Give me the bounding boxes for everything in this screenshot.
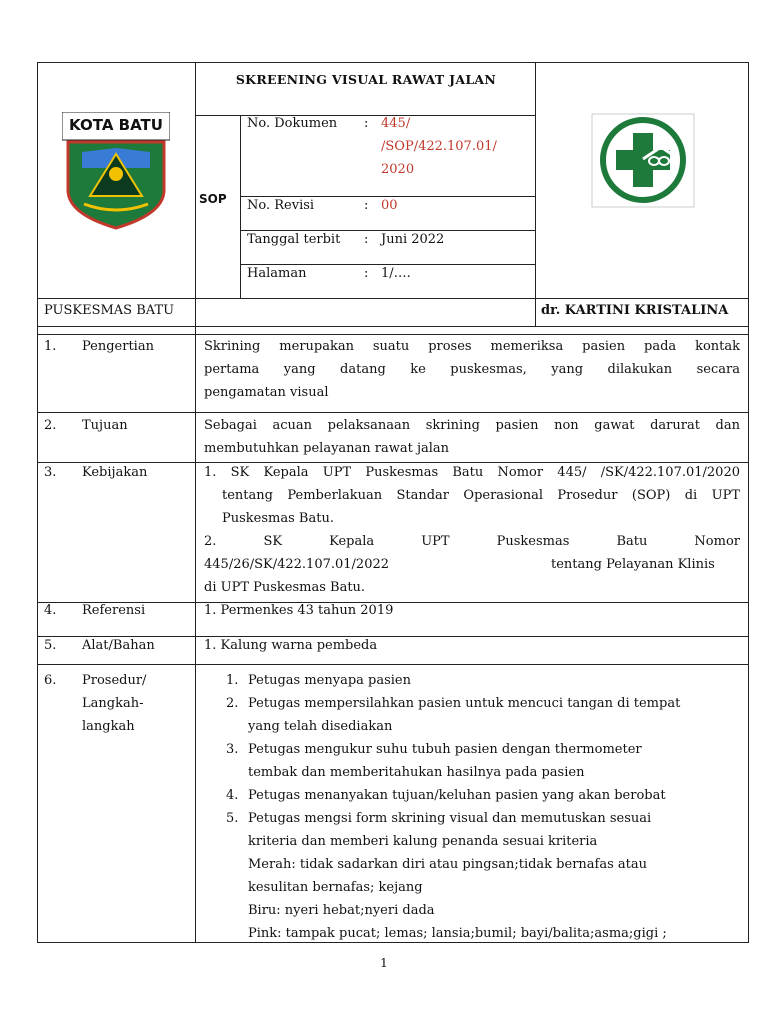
kota-batu-logo — [62, 112, 170, 230]
field-label-halaman: Halaman — [247, 266, 307, 281]
field-label-tanggal-terbit: Tanggal terbit — [247, 232, 341, 247]
logo-kota-text: KOTA BATU — [69, 116, 163, 134]
section-title-referensi: Referensi — [82, 603, 146, 618]
section-title-alat-bahan: Alat/Bahan — [82, 638, 155, 653]
section-text-line: pengamatan visual — [204, 385, 329, 400]
step-number: 4. — [226, 788, 239, 803]
step-text-line: Pink: tampak pucat; lemas; lansia;bumil; bayi/balita;asma;gigi ; — [248, 926, 667, 941]
section-title-prosedur: Langkah- — [82, 696, 144, 711]
section-text-line: 1. SK Kepala UPT Puskesmas Batu Nomor 445/ /SK/422.107.01/2020 — [204, 465, 740, 480]
section-text-line: pertama yang datang ke puskesmas, yang dilakukan secara — [204, 362, 740, 377]
section-text-line: tentang Pemberlakuan Standar Operasional Prosedur (SOP) di UPT — [222, 488, 740, 503]
section-number: 6. — [44, 673, 57, 688]
step-text-line: Biru: nyeri hebat;nyeri dada — [248, 903, 435, 918]
section-number: 1. — [44, 339, 57, 354]
puskesmas-cross-icon — [591, 113, 695, 208]
field-colon: : — [364, 232, 369, 247]
field-value-no-dokumen-1: 445/ — [381, 116, 411, 131]
document-title: SKREENING VISUAL RAWAT JALAN — [235, 72, 497, 87]
step-text-line: Petugas menyapa pasien — [248, 673, 411, 688]
section-title-prosedur: langkah — [82, 719, 135, 734]
puskesmas-name: PUSKESMAS BATU — [44, 303, 175, 318]
section-text-line: membutuhkan pelayanan rawat jalan — [204, 441, 450, 456]
field-colon: : — [364, 198, 369, 213]
section-number: 4. — [44, 603, 57, 618]
page-number: 1 — [380, 956, 388, 970]
step-text-line: Petugas mempersilahkan pasien untuk mencuci tangan di tempat — [248, 696, 681, 711]
section-text-line: di UPT Puskesmas Batu. — [204, 580, 366, 595]
step-text-line: kesulitan bernafas; kejang — [248, 880, 423, 895]
step-text-line: Petugas mengsi form skrining visual dan memutuskan sesuai — [248, 811, 652, 826]
section-title-kebijakan: Kebijakan — [82, 465, 148, 480]
section-text-line: Skrining merupakan suatu proses memeriksa pasien pada kontak — [204, 339, 740, 354]
section-number: 2. — [44, 418, 57, 433]
step-number: 2. — [226, 696, 239, 711]
section-text-line: 2. SK Kepala UPT Puskesmas Batu Nomor — [204, 534, 740, 549]
step-text-line: kriteria dan memberi kalung penanda sesuai kriteria — [248, 834, 598, 849]
field-value-no-revisi: 00 — [381, 198, 398, 213]
field-label-no-dokumen: No. Dokumen — [247, 116, 338, 131]
field-value-no-dokumen-3: 2020 — [381, 162, 415, 177]
sop-label: SOP — [199, 192, 227, 206]
step-text-line: Petugas menanyakan tujuan/keluhan pasien yang akan berobat — [248, 788, 666, 803]
section-title-tujuan: Tujuan — [82, 418, 128, 433]
section-text-line: 1. Kalung warna pembeda — [204, 638, 378, 653]
section-title-pengertian: Pengertian — [82, 339, 154, 354]
section-number: 3. — [44, 465, 57, 480]
field-label-no-revisi: No. Revisi — [247, 198, 315, 213]
step-text-line: Merah: tidak sadarkan diri atau pingsan;tidak bernafas atau — [248, 857, 648, 872]
step-text-line: Petugas mengukur suhu tubuh pasien dengan thermometer — [248, 742, 642, 757]
step-text-line: tembak dan memberitahukan hasilnya pada pasien — [248, 765, 585, 780]
field-colon: : — [364, 266, 369, 281]
section-number: 5. — [44, 638, 57, 653]
signatory-name: dr. KARTINI KRISTALINA — [541, 303, 729, 318]
field-value-halaman: 1/…. — [381, 266, 411, 281]
field-value-tanggal-terbit: Juni 2022 — [381, 232, 445, 247]
section-title-prosedur: Prosedur/ — [82, 673, 147, 688]
step-number: 1. — [226, 673, 239, 688]
section-text-line: Puskesmas Batu. — [222, 511, 334, 526]
section-text-line: tentang Pelayanan Klinis — [551, 557, 715, 572]
field-value-no-dokumen-2: /SOP/422.107.01/ — [381, 139, 497, 154]
step-number: 5. — [226, 811, 239, 826]
section-text-line: 1. Permenkes 43 tahun 2019 — [204, 603, 394, 618]
puskesmas-logo — [591, 113, 695, 208]
field-colon: : — [364, 116, 369, 131]
step-text-line: yang telah disediakan — [248, 719, 393, 734]
section-text-line: 445/26/SK/422.107.01/2022 — [204, 557, 390, 572]
section-text-line: Sebagai acuan pelaksanaan skrining pasien non gawat darurat dan — [204, 418, 740, 433]
step-number: 3. — [226, 742, 239, 757]
